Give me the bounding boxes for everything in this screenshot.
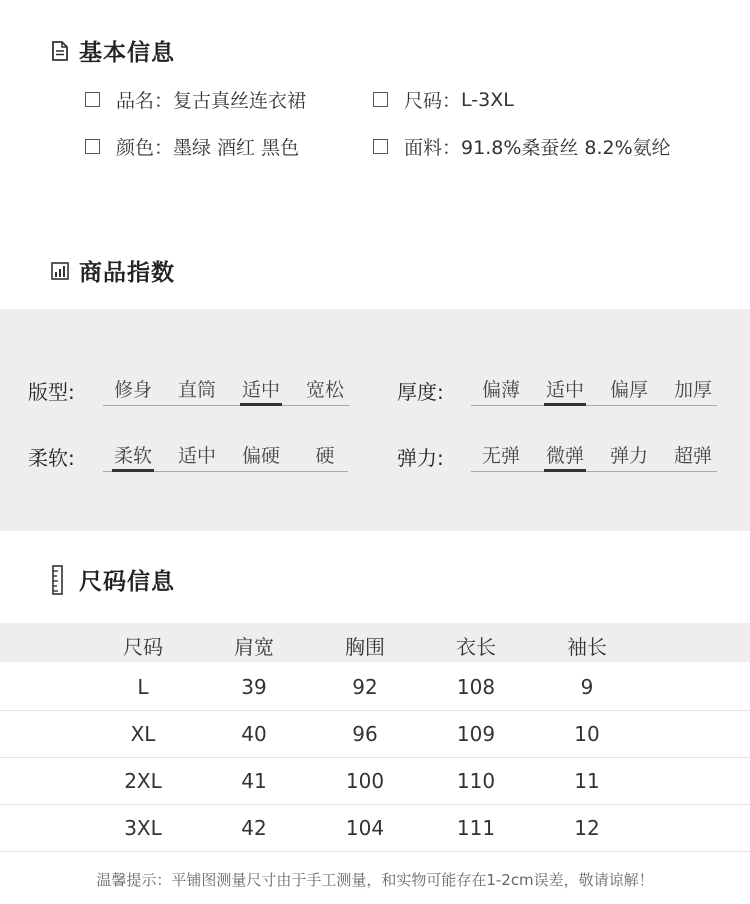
table-cell: 100: [345, 769, 385, 793]
info-row-1: [0, 86, 750, 116]
info-value: 墨绿 酒红 黑色: [173, 137, 300, 159]
table-row: [0, 757, 750, 805]
info-label: 品名：: [116, 90, 174, 112]
table-row: [0, 663, 750, 711]
table-cell: 111: [456, 816, 496, 840]
index-option-selected: 适中: [231, 375, 291, 402]
index-option: 修身: [113, 379, 152, 401]
index-label-elasticity: 弹力:: [397, 446, 444, 470]
basic-info-title-text: 基本信息: [79, 40, 175, 66]
index-label-softness: 柔软:: [28, 446, 75, 470]
index-options-thickness: [471, 375, 717, 406]
table-cell: 109: [456, 722, 496, 746]
size-info-title: [50, 563, 175, 596]
index-option-selected: 微弹: [535, 441, 595, 468]
info-item-color: [85, 133, 299, 160]
index-label-fit: 版型:: [28, 380, 75, 404]
table-cell: 9: [580, 675, 594, 699]
index-options-elasticity: [471, 441, 717, 472]
table-cell: 104: [345, 816, 385, 840]
product-index-title: [50, 254, 175, 287]
index-option-selected: 适中: [535, 375, 595, 402]
index-option: 偏薄: [481, 379, 520, 401]
table-row: [0, 710, 750, 758]
header-cell: 袖长: [567, 635, 607, 659]
info-item-name: [85, 86, 306, 113]
size-info-title-text: 尺码信息: [79, 569, 175, 595]
table-cell: 2XL: [124, 769, 162, 793]
header-cell: 胸围: [345, 635, 385, 659]
basic-info-title: [50, 34, 175, 67]
index-option: 偏厚: [609, 379, 648, 401]
index-band: [0, 309, 750, 531]
checkbox[interactable]: [85, 92, 100, 107]
table-cell: 39: [241, 675, 267, 699]
checkbox[interactable]: [373, 139, 388, 154]
index-option: 偏硬: [241, 445, 280, 467]
info-item-size: [373, 86, 514, 113]
product-index-title-text: 商品指数: [79, 260, 175, 286]
table-cell: 41: [241, 769, 267, 793]
index-option: 直筒: [177, 379, 216, 401]
info-label: 尺码：: [404, 90, 462, 112]
index-option: 硬: [315, 445, 335, 467]
table-cell: L: [137, 675, 149, 699]
table-cell: 10: [574, 722, 600, 746]
table-row: [0, 804, 750, 852]
measurement-note: 温馨提示：平铺图测量尺寸由于手工测量，和实物可能存在1-2cm误差，敬请谅解！: [96, 871, 654, 889]
info-item-fabric: [373, 133, 671, 160]
table-cell: XL: [130, 722, 156, 746]
ruler-icon: [50, 569, 70, 591]
index-options-fit: [103, 375, 350, 406]
table-cell: 11: [574, 769, 600, 793]
checkbox[interactable]: [373, 92, 388, 107]
table-cell: 92: [352, 675, 378, 699]
document-icon: [50, 40, 70, 62]
index-options-softness: [103, 441, 348, 472]
index-option-selected: 柔软: [103, 441, 163, 468]
checkbox[interactable]: [85, 139, 100, 154]
index-option: 宽松: [305, 379, 344, 401]
info-row-2: [0, 133, 750, 163]
info-label: 颜色：: [116, 137, 174, 159]
table-cell: 108: [456, 675, 496, 699]
table-cell: 3XL: [124, 816, 162, 840]
header-cell: 尺码: [123, 635, 163, 659]
table-cell: 110: [456, 769, 496, 793]
index-option: 弹力: [609, 445, 648, 467]
index-option: 适中: [177, 445, 216, 467]
size-table-header: [0, 623, 750, 662]
index-option: 超弹: [673, 445, 712, 467]
table-cell: 12: [574, 816, 600, 840]
index-label-thickness: 厚度:: [397, 380, 444, 404]
header-cell: 肩宽: [234, 635, 274, 659]
index-option: 无弹: [481, 445, 520, 467]
info-value: L-3XL: [461, 88, 514, 111]
info-label: 面料：: [404, 137, 462, 159]
header-cell: 衣长: [456, 635, 496, 659]
table-cell: 96: [352, 722, 378, 746]
bar-chart-icon: [50, 260, 70, 282]
index-option: 加厚: [673, 379, 712, 401]
info-value: 91.8%桑蚕丝 8.2%氨纶: [461, 137, 671, 159]
table-cell: 40: [241, 722, 267, 746]
info-value: 复古真丝连衣裙: [173, 90, 307, 112]
table-cell: 42: [241, 816, 267, 840]
